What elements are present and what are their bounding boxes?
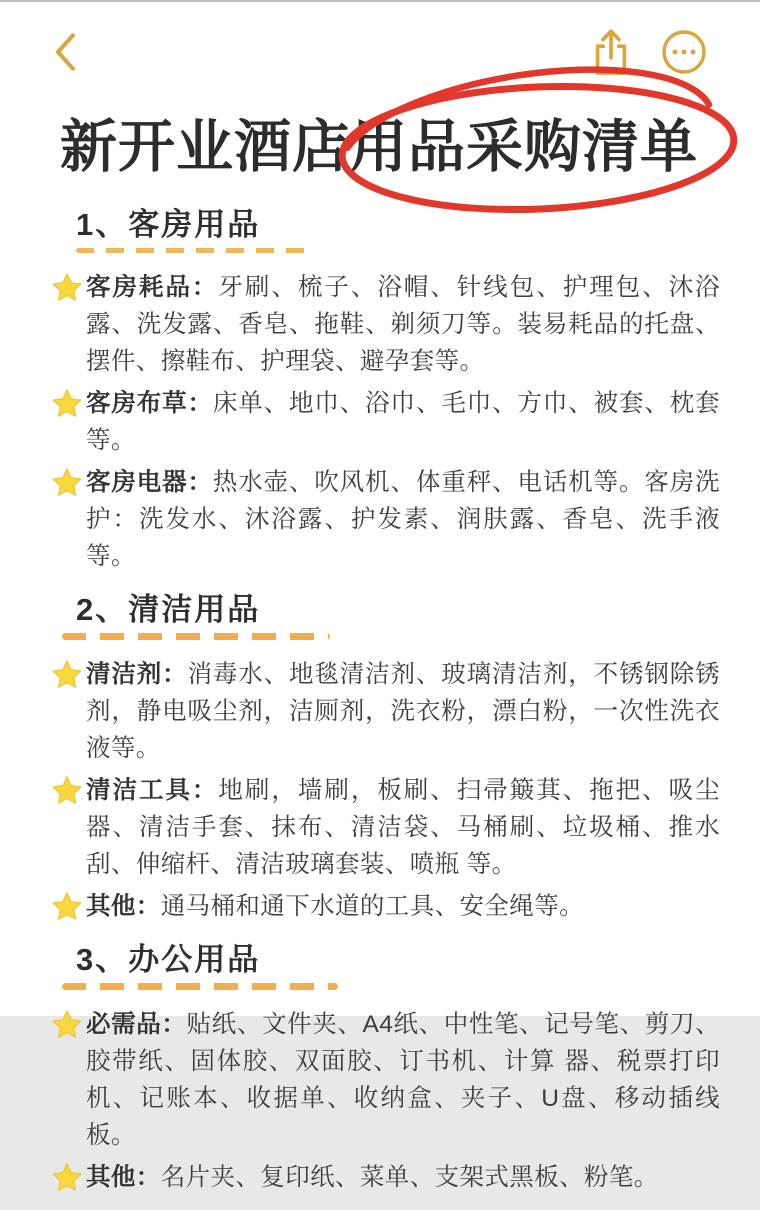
item-body: 消毒水、地毯清洁剂、玻璃清洁剂，不锈钢除锈剂，静电吸尘剂，洁厕剂，洗衣粉，漂白粉，一次性洗衣液等。: [86, 660, 720, 762]
dashed-underline: [62, 983, 338, 990]
item-text: [86, 772, 720, 883]
item-body: 贴纸、文件夹、A4纸、中性笔、记号笔、剪刀、胶带纸、固体胶、双面胶、订书机、计算 器、税票打印机、记账本、收据单、收纳盒、夹子、U盘、移动插线板。: [86, 1010, 720, 1149]
list-item: [52, 656, 720, 767]
item-body: 热水壶、吹风机、体重秤、电话机等。客房洗护：洗发水、沐浴露、护发素、润肤露、香皂、洗手液等。: [86, 468, 721, 570]
section-office-supplies: [52, 939, 720, 1196]
section-cleaning-supplies: [52, 589, 720, 925]
item-text: [86, 269, 720, 380]
back-button[interactable]: [48, 29, 88, 75]
item-text: [86, 656, 720, 767]
item-body: 地刷，墙刷，板刷、扫帚簸萁、拖把、吸尘器、清洁手套、抹布、清洁袋、马桶刷、垃圾桶、推水刮、伸缩杆、清洁玻璃套装、喷瓶 等。: [86, 776, 720, 878]
item-body: 名片夹、复印纸、菜单、支架式黑板、粉笔。: [160, 1163, 659, 1191]
list-item: [52, 269, 720, 380]
more-options-button[interactable]: [660, 28, 708, 76]
navbar-actions: [588, 27, 708, 77]
item-text: [86, 385, 720, 459]
star-icon: [52, 891, 86, 921]
item-body: 床单、地巾、浴巾、毛巾、方巾、被套、枕套等。: [86, 389, 721, 454]
star-icon: [52, 467, 86, 497]
ellipsis-circle-icon: [660, 64, 708, 79]
section-heading: 3、办公用品: [76, 941, 261, 977]
item-lead: 客房耗品：: [86, 273, 219, 301]
list-item: [52, 772, 720, 883]
item-lead: 必需品：: [86, 1010, 187, 1038]
star-icon: [52, 388, 86, 418]
page-title: 新开业酒店用品采购清单: [60, 115, 698, 179]
item-lead: 其他：: [86, 1163, 161, 1191]
list-item: [52, 1006, 720, 1154]
star-icon: [52, 775, 86, 805]
list-item: [52, 385, 720, 459]
share-icon: [588, 65, 634, 80]
title-block: [60, 106, 720, 189]
item-text: [86, 1006, 720, 1154]
section-heading: 2、清洁用品: [76, 591, 261, 627]
dashed-underline: [62, 633, 330, 640]
list-item: [52, 464, 720, 575]
item-text: [86, 1159, 720, 1196]
star-icon: [52, 272, 86, 302]
star-icon: [52, 659, 86, 689]
note-content[interactable]: [0, 198, 760, 1210]
item-body: 通马桶和通下水道的工具、安全绳等。: [160, 892, 585, 920]
dashed-underline: [76, 248, 310, 253]
item-lead: 清洁工具：: [86, 776, 219, 804]
list-item: [52, 888, 720, 925]
item-lead: 客房电器：: [86, 468, 213, 496]
section-heading: 1、客房用品: [76, 207, 261, 242]
item-text: [86, 464, 720, 575]
star-icon: [52, 1009, 86, 1039]
chevron-left-icon: [48, 63, 88, 78]
item-text: [86, 888, 720, 925]
top-navbar: [0, 26, 760, 78]
item-lead: 其他：: [86, 892, 161, 920]
item-body: 牙刷、梳子、浴帽、针线包、护理包、沐浴露、洗发露、香皂、拖鞋、剃须刀等。装易耗品的托盘、摆件、擦鞋布、护理袋、避孕套等。: [86, 273, 720, 375]
section-guest-room-supplies: [52, 204, 720, 575]
list-item: [52, 1159, 720, 1196]
share-button[interactable]: [588, 27, 634, 77]
item-lead: 客房布草：: [86, 389, 213, 417]
star-icon: [52, 1162, 86, 1192]
item-lead: 清洁剂：: [86, 660, 188, 688]
